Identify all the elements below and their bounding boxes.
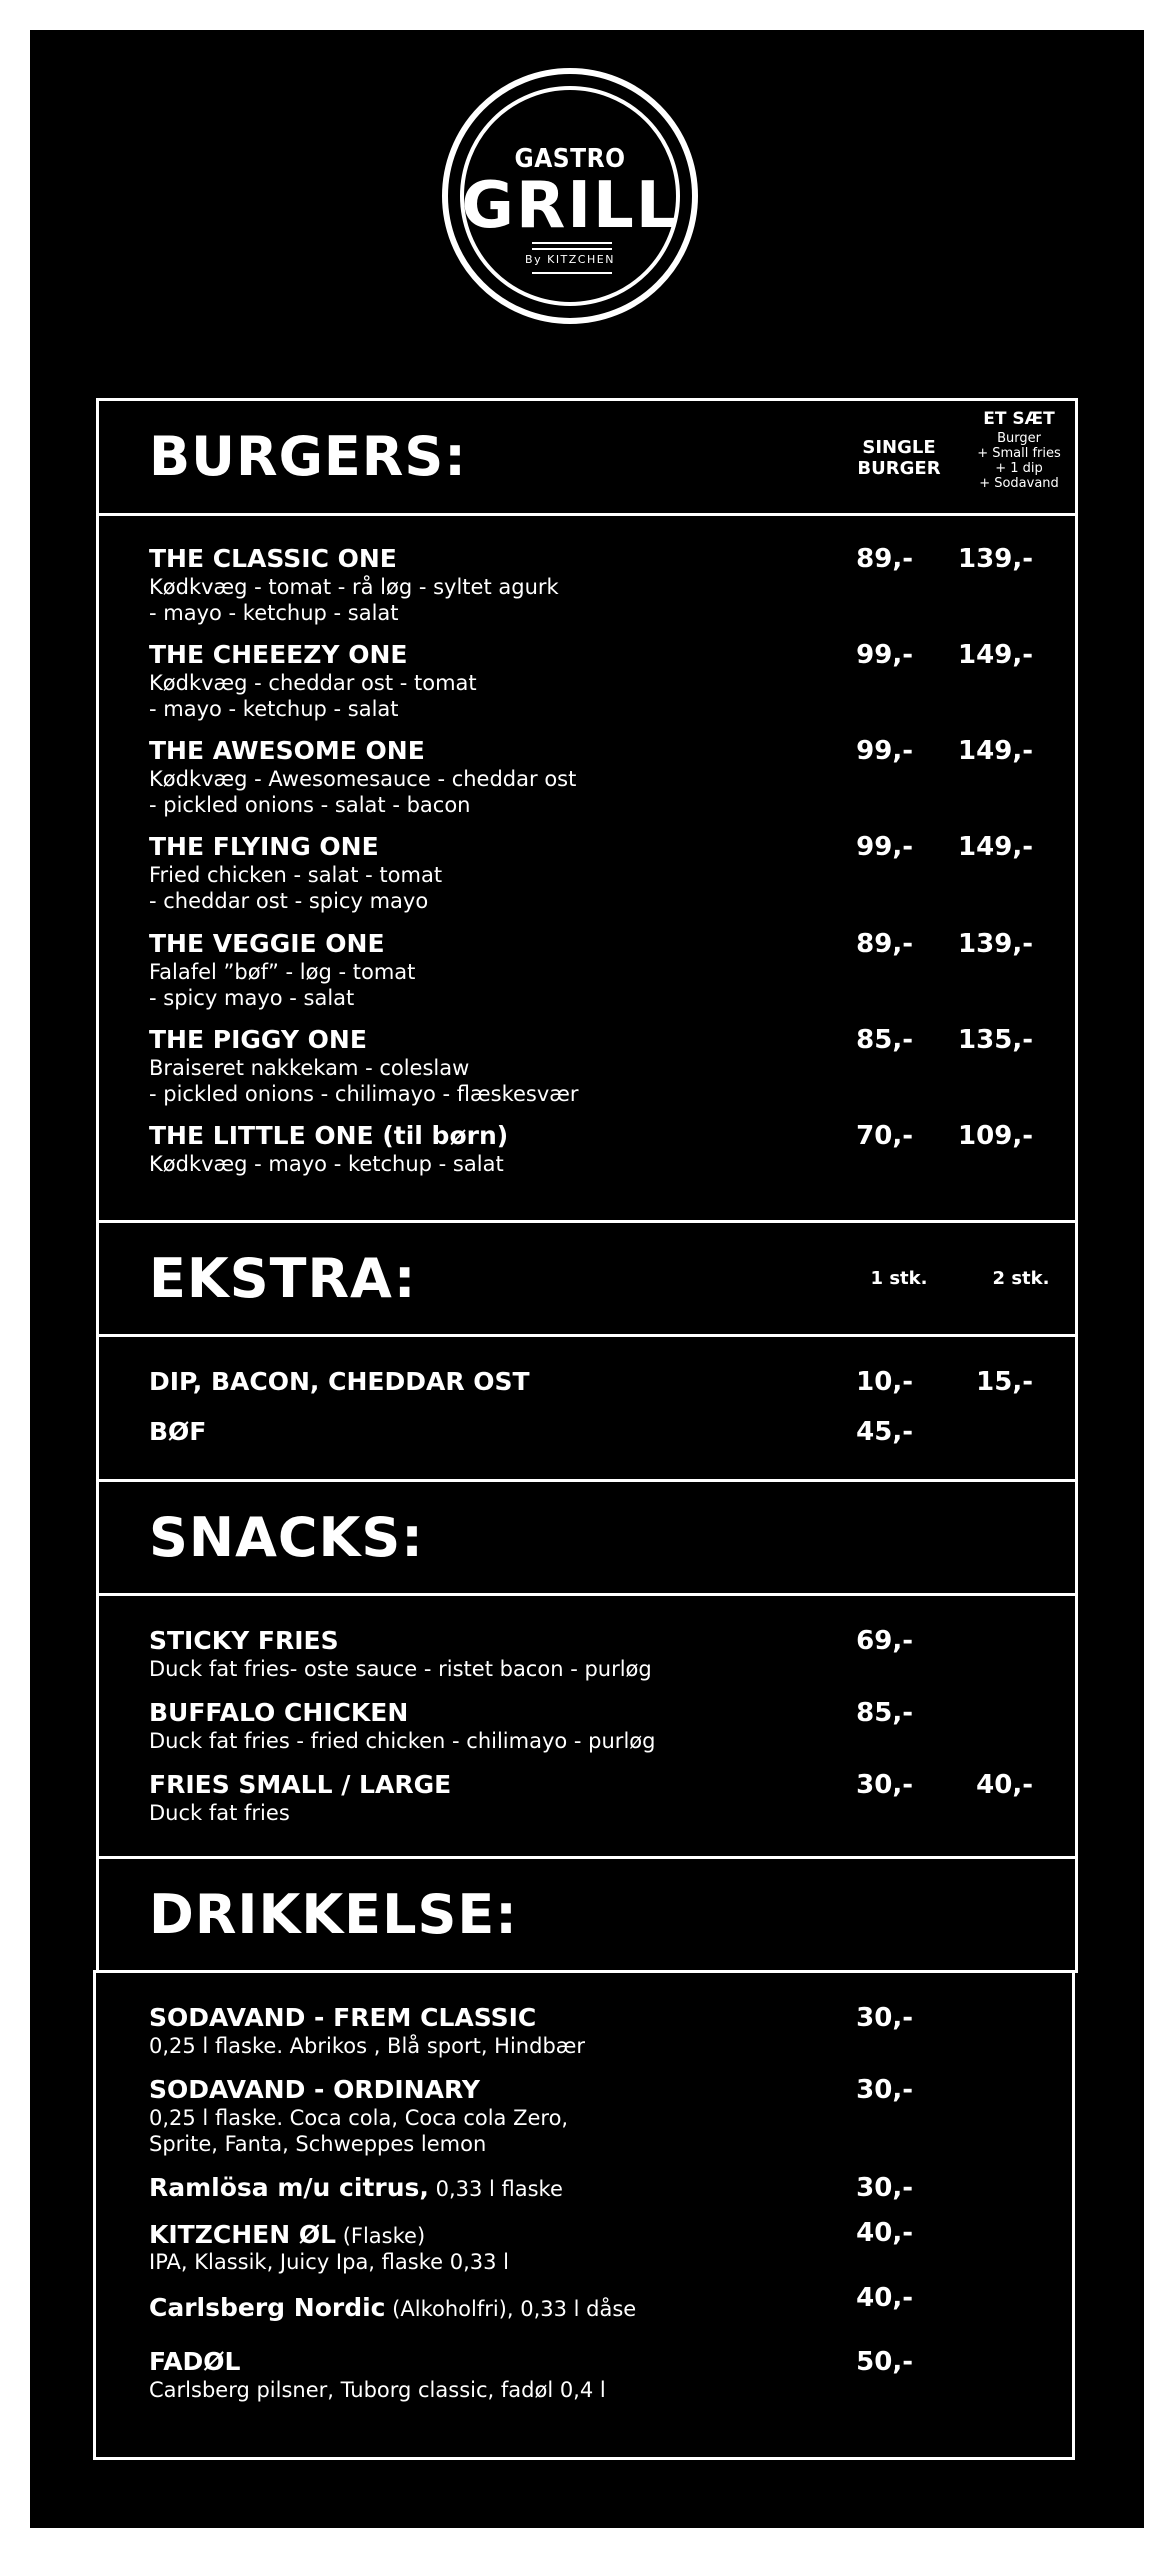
snacks-header-box (96, 1479, 1078, 1596)
burger-name: THE CLASSIC ONE (149, 544, 397, 573)
snack-desc: Duck fat fries (149, 1801, 290, 1825)
burger-set-price: 109,- (958, 1121, 1033, 1151)
col-1-stk: 1 stk. (870, 1268, 928, 1289)
snack-price-2: 40,- (976, 1770, 1033, 1800)
drink-name (149, 2293, 636, 2324)
drink-price: 30,- (856, 2003, 913, 2033)
drikkelse-list-box (93, 1970, 1075, 2460)
snacks-title: SNACKS: (149, 1506, 424, 1569)
burgers-title: BURGERS: (149, 425, 467, 488)
burger-single-price: 85,- (856, 1025, 913, 1055)
snack-name: BUFFALO CHICKEN (149, 1698, 409, 1727)
drikkelse-title: DRIKKELSE: (149, 1883, 518, 1946)
burger-desc: Kødkvæg - tomat - rå løg - syltet agurk - mayo - ketchup - salat (149, 575, 559, 625)
col-single-burger: SINGLE BURGER (857, 437, 941, 479)
ekstra-list-box (96, 1334, 1078, 1482)
drink-name-suffix: (Alkoholfri), 0,33 l dåse (385, 2297, 637, 2321)
burger-single-price: 99,- (856, 640, 913, 670)
ekstra-title: EKSTRA: (149, 1247, 417, 1310)
drink-name (149, 2220, 425, 2251)
drink-name-main: SODAVAND - ORDINARY (149, 2075, 480, 2104)
burger-single-price: 70,- (856, 1121, 913, 1151)
menu-board (30, 30, 1144, 2528)
drink-name-suffix: 0,33 l flaske (428, 2177, 563, 2201)
drink-name-main: SODAVAND - FREM CLASSIC (149, 2003, 537, 2032)
ekstra-price-2: 15,- (976, 1367, 1033, 1397)
drink-price: 50,- (856, 2347, 913, 2377)
ekstra-price-1: 45,- (856, 1417, 913, 1447)
drink-name (149, 2347, 241, 2377)
logo-main-text: GRILL (461, 169, 679, 243)
drink-name (149, 2075, 480, 2105)
snack-price-1: 69,- (856, 1626, 913, 1656)
drink-price: 30,- (856, 2075, 913, 2105)
col-2-stk: 2 stk. (992, 1268, 1050, 1289)
ekstra-header-box (96, 1220, 1078, 1337)
drink-price: 40,- (856, 2283, 913, 2313)
burger-name: THE PIGGY ONE (149, 1025, 367, 1054)
burger-desc: Braiseret nakkekam - coleslaw - pickled onions - chilimayo - flæskesvær (149, 1056, 579, 1106)
drink-name-suffix: (Flaske) (336, 2224, 426, 2248)
burgers-header-box (96, 398, 1078, 516)
drink-desc: Carlsberg pilsner, Tuborg classic, fadøl 0,4 l (149, 2378, 606, 2402)
snack-price-1: 85,- (856, 1698, 913, 1728)
burger-name: THE AWESOME ONE (149, 736, 425, 765)
burger-desc: Kødkvæg - cheddar ost - tomat - mayo - ketchup - salat (149, 671, 477, 721)
drink-desc: 0,25 l flaske. Coca cola, Coca cola Zero, Sprite, Fanta, Schweppes lemon (149, 2106, 569, 2156)
ekstra-price-1: 10,- (856, 1367, 913, 1397)
snack-name: STICKY FRIES (149, 1626, 339, 1655)
logo-divider-line (532, 242, 612, 244)
col-et-saet-detail: Burger + Small fries + 1 dip + Sodavand (977, 431, 1061, 491)
burger-desc: Kødkvæg - mayo - ketchup - salat (149, 1152, 504, 1176)
burger-desc: Falafel ”bøf” - løg - tomat - spicy mayo - salat (149, 960, 416, 1010)
burger-single-price: 89,- (856, 929, 913, 959)
drink-price: 30,- (856, 2173, 913, 2203)
logo-top-text: GASTRO (514, 144, 626, 174)
burger-desc: Kødkvæg - Awesomesauce - cheddar ost - pickled onions - salat - bacon (149, 767, 577, 817)
snack-desc: Duck fat fries- oste sauce - ristet bacon - purløg (149, 1657, 652, 1681)
drink-name-main: Ramlösa m/u citrus, (149, 2173, 429, 2202)
drink-name-main: FADØL (149, 2347, 241, 2376)
gastro-grill-logo (442, 68, 698, 324)
burger-set-price: 149,- (958, 736, 1033, 766)
snack-desc: Duck fat fries - fried chicken - chilimayo - purløg (149, 1729, 656, 1753)
logo-divider-line (532, 248, 612, 250)
burger-name: THE LITTLE ONE (til børn) (149, 1121, 509, 1150)
burgers-list-box (96, 513, 1078, 1223)
logo-sub-text: By KITZCHEN (525, 253, 615, 266)
burger-set-price: 149,- (958, 640, 1033, 670)
burger-name: THE FLYING ONE (149, 832, 379, 861)
burger-desc: Fried chicken - salat - tomat - cheddar ost - spicy mayo (149, 863, 443, 913)
drikkelse-header-box (96, 1856, 1078, 1973)
drink-name-main: KITZCHEN ØL (149, 2220, 337, 2249)
burger-single-price: 89,- (856, 544, 913, 574)
burger-set-price: 149,- (958, 832, 1033, 862)
ekstra-name: DIP, BACON, CHEDDAR OST (149, 1367, 530, 1396)
burger-set-price: 135,- (958, 1025, 1033, 1055)
drink-desc: 0,25 l flaske. Abrikos , Blå sport, Hindbær (149, 2034, 586, 2058)
ekstra-name: BØF (149, 1417, 207, 1446)
drink-desc: IPA, Klassik, Juicy Ipa, flaske 0,33 l (149, 2250, 509, 2274)
snacks-list-box (96, 1593, 1078, 1859)
snack-name: FRIES SMALL / LARGE (149, 1770, 452, 1799)
logo-divider-line (532, 272, 612, 274)
burger-name: THE CHEEEZY ONE (149, 640, 408, 669)
drink-name (149, 2003, 536, 2033)
snack-price-1: 30,- (856, 1770, 913, 1800)
burger-set-price: 139,- (958, 929, 1033, 959)
drink-price: 40,- (856, 2218, 913, 2248)
burger-name: THE VEGGIE ONE (149, 929, 385, 958)
drink-name (149, 2173, 563, 2204)
burger-single-price: 99,- (856, 832, 913, 862)
col-et-saet: ET SÆT (983, 409, 1055, 429)
burger-set-price: 139,- (958, 544, 1033, 574)
burger-single-price: 99,- (856, 736, 913, 766)
drink-name-main: Carlsberg Nordic (149, 2293, 386, 2322)
